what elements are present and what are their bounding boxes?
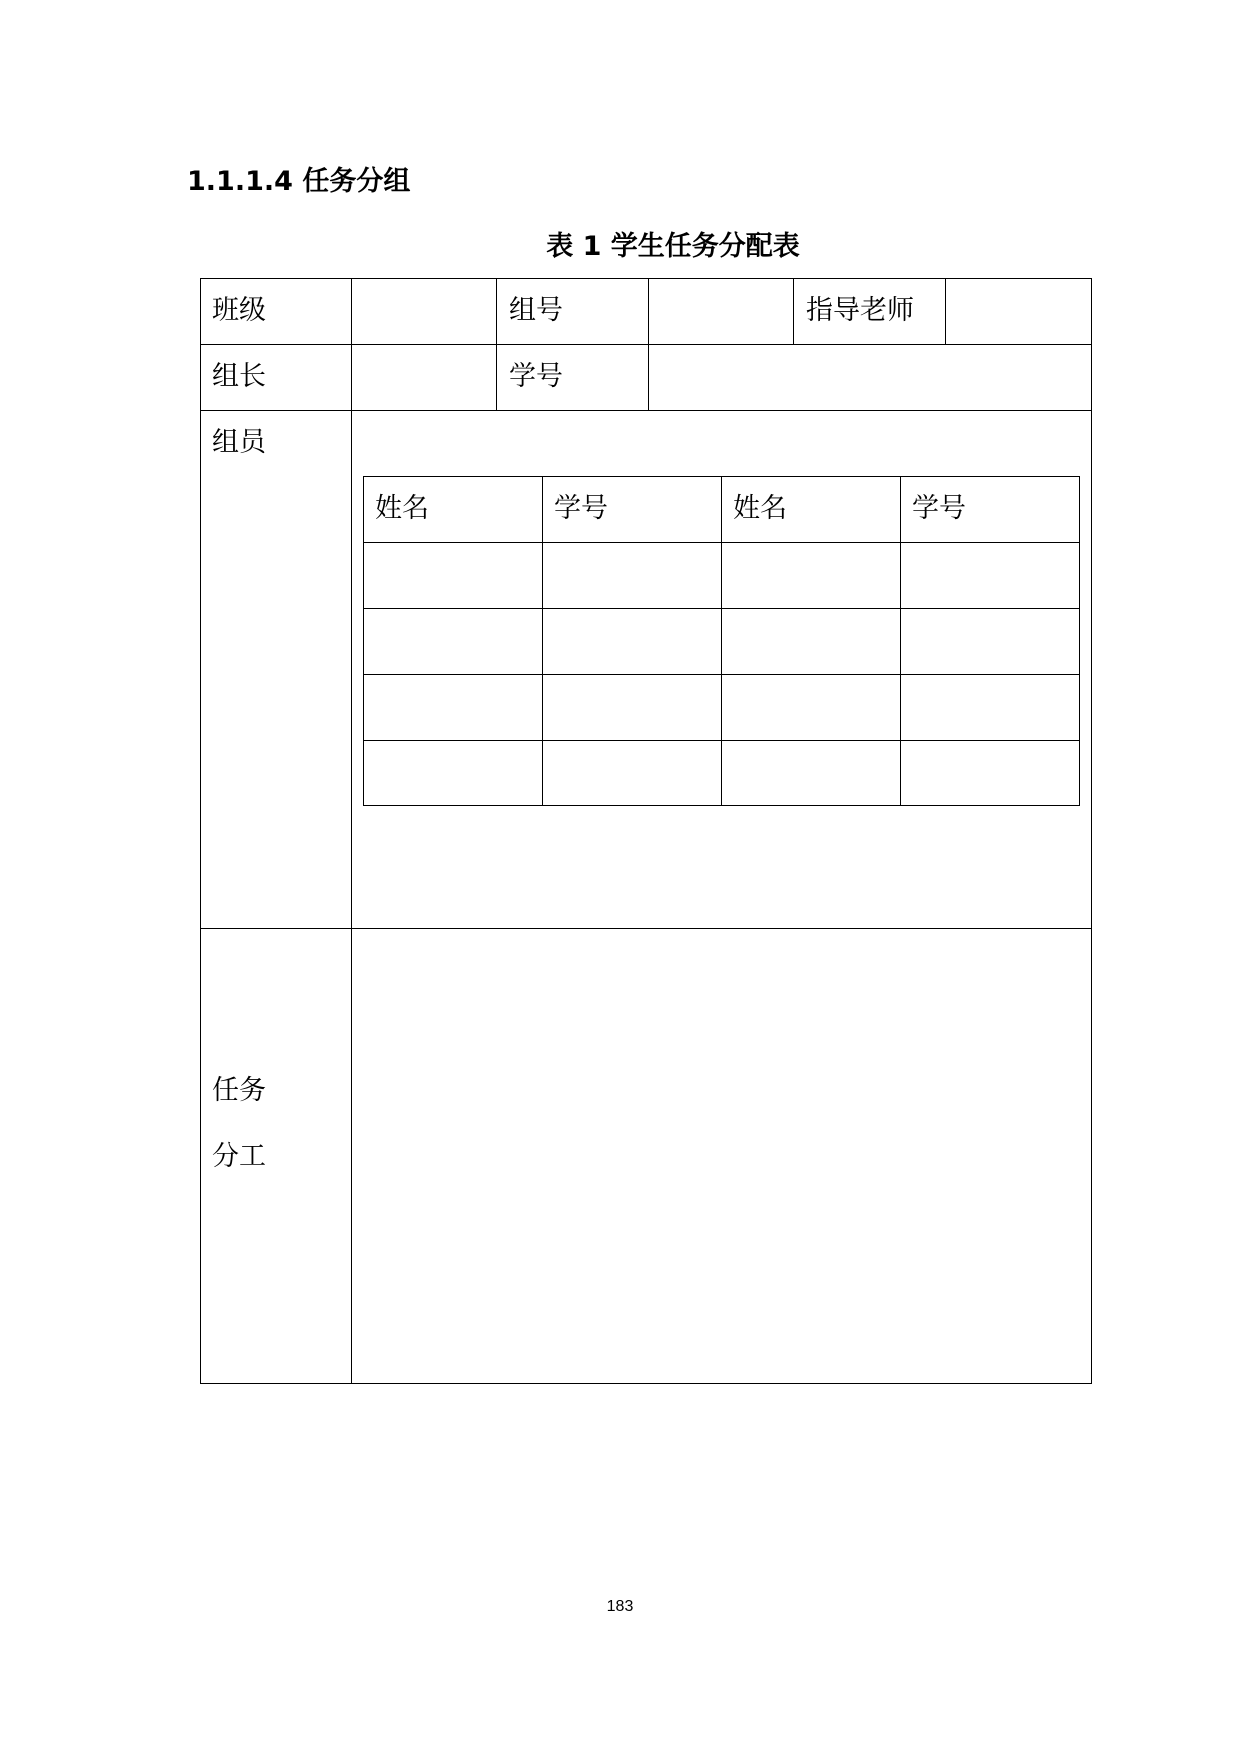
- table-border-left: [200, 278, 201, 1384]
- leader-student-id-label: 学号: [509, 361, 563, 392]
- table-rule: [200, 344, 1092, 345]
- member-table-border-right: [1079, 476, 1080, 806]
- table-border-top: [200, 278, 1092, 279]
- member-table-border-left: [363, 476, 364, 806]
- member-student-id-header: 学号: [554, 493, 608, 524]
- member-name-header: 姓名: [375, 493, 429, 524]
- table-rule: [793, 278, 794, 344]
- group-number-label: 组号: [509, 295, 563, 326]
- table-rule: [200, 410, 1092, 411]
- advisor-label: 指导老师: [806, 295, 914, 326]
- member-table-rule: [542, 476, 543, 806]
- table-rule: [496, 278, 497, 410]
- section-heading: 1.1.1.4 任务分组: [187, 166, 411, 197]
- table-rule: [200, 928, 1092, 929]
- table-border-right: [1091, 278, 1092, 1384]
- table-border-bottom: [200, 1383, 1092, 1384]
- class-label: 班级: [212, 295, 266, 326]
- table-rule: [945, 278, 946, 344]
- page-number: 183: [606, 1598, 634, 1615]
- task-division-label-line2: 分工: [212, 1141, 266, 1172]
- table-rule: [648, 278, 649, 410]
- task-division-label-line1: 任务: [212, 1075, 266, 1106]
- group-leader-label: 组长: [212, 361, 266, 392]
- table-caption: 表 1 学生任务分配表: [546, 231, 800, 262]
- member-table-rule: [900, 476, 901, 806]
- member-table-rule: [721, 476, 722, 806]
- member-student-id-header: 学号: [912, 493, 966, 524]
- members-label: 组员: [212, 427, 266, 458]
- table-rule: [351, 278, 352, 1384]
- member-name-header: 姓名: [733, 493, 787, 524]
